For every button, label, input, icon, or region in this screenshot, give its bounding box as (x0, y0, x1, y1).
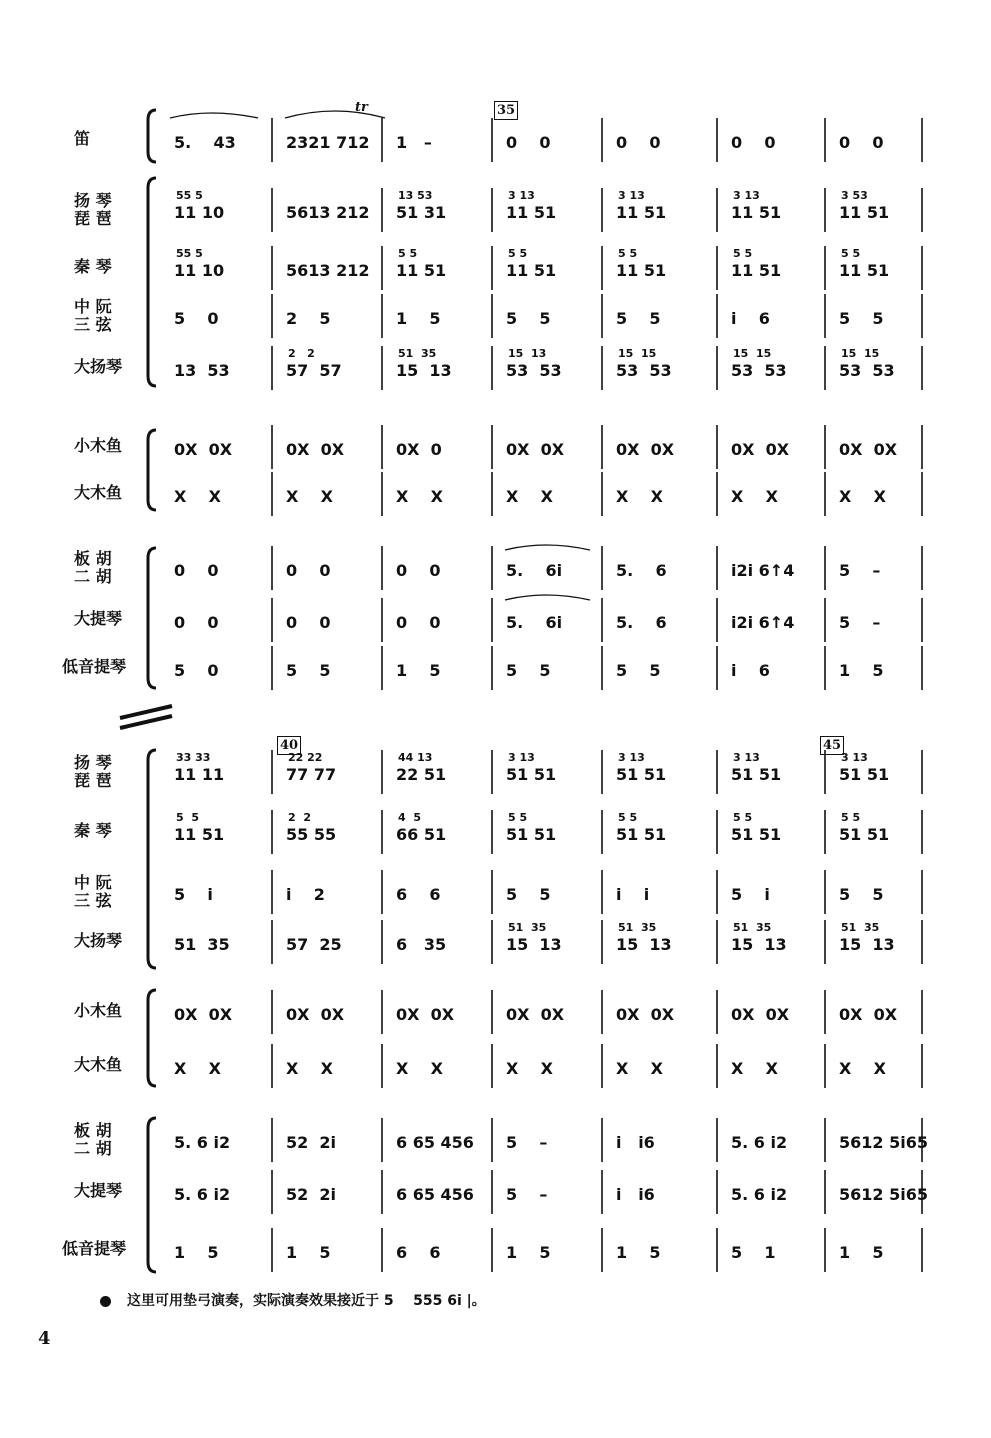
note-cell: X X (396, 1059, 443, 1078)
note-cell: 57 57 (286, 361, 342, 380)
instrument-label-damuyu: 大木鱼 (74, 483, 123, 502)
note-cell: 6 65 456 (396, 1133, 474, 1152)
note-cell: 0 0 (396, 561, 441, 580)
note-cell: 5. 6i (506, 561, 563, 580)
note-cell-upper: 51 35 (508, 921, 547, 934)
note-cell: 0X 0X (731, 440, 790, 459)
note-cell: 0 0 (839, 133, 884, 152)
note-cell: 11 51 (731, 203, 782, 222)
note-cell-upper: 5 5 (841, 811, 861, 824)
note-cell-upper: 2 2 (288, 811, 311, 824)
note-cell: 77 77 (286, 765, 337, 784)
note-cell: 11 51 (506, 203, 557, 222)
note-cell: X X (396, 487, 443, 506)
note-cell-upper: 5 5 (733, 811, 753, 824)
note-cell: 11 11 (174, 765, 225, 784)
measure-number-35: 35 (494, 101, 518, 120)
note-cell: 5 – (506, 1133, 548, 1152)
note-cell: 6 6 (396, 1243, 441, 1262)
note-cell: 0X 0X (506, 440, 565, 459)
note-cell: 53 53 (506, 361, 562, 380)
note-cell: 2321 712 (286, 133, 370, 152)
footnote-notation: 555 6i |。 (413, 1293, 486, 1309)
note-cell: 0 0 (396, 613, 441, 632)
note-cell-upper: 5 5 (733, 247, 753, 260)
note-cell: 11 51 (396, 261, 447, 280)
note-cell: 5612 5i65 (839, 1185, 928, 1204)
note-cell: i i6 (616, 1133, 655, 1152)
instrument-label-datiqin: 大提琴 (74, 609, 123, 628)
instrument-label-dayangqin: 大扬琴 (74, 357, 123, 376)
note-cell: X X (731, 487, 778, 506)
note-cell: 5. 6 i2 (731, 1133, 788, 1152)
instrument-label-zhongruan2: 中 阮 三 弦 (74, 873, 112, 911)
note-cell: 0X 0X (286, 440, 345, 459)
note-cell: 5. 6 i2 (174, 1133, 231, 1152)
note-cell: i i6 (616, 1185, 655, 1204)
instrument-label-zhongruan: 中 阮 三 弦 (74, 297, 112, 335)
note-cell: 1 5 (506, 1243, 551, 1262)
group-bracket (148, 178, 156, 386)
note-cell: 0 0 (174, 613, 219, 632)
note-cell: 5613 212 (286, 203, 370, 222)
note-cell: 1 – (396, 133, 432, 152)
note-cell: 5 0 (174, 661, 219, 680)
note-cell: 53 53 (731, 361, 787, 380)
note-cell: 15 13 (616, 935, 672, 954)
instrument-label-banhu2: 板 胡 二 胡 (74, 1121, 112, 1159)
slur (505, 595, 590, 600)
note-cell: 55 55 (286, 825, 337, 844)
footnote (100, 1290, 486, 1310)
note-cell: 53 53 (616, 361, 672, 380)
note-cell: 5 0 (174, 309, 219, 328)
note-cell: X X (174, 1059, 221, 1078)
note-cell-upper: 5 5 (618, 811, 638, 824)
note-cell: 5 i (731, 885, 770, 904)
instrument-label-dayangqin2: 大扬琴 (74, 931, 123, 950)
note-cell: 0X 0X (839, 440, 898, 459)
note-cell: 1 5 (174, 1243, 219, 1262)
note-cell-upper: 44 13 (398, 751, 433, 764)
note-cell-upper: 33 33 (176, 751, 211, 764)
note-cell: 66 51 (396, 825, 447, 844)
instrument-label-xiaomuyu: 小木鱼 (74, 436, 123, 455)
note-cell-upper: 51 35 (398, 347, 437, 360)
note-cell-upper: 5 5 (398, 247, 418, 260)
note-cell-upper: 3 13 (733, 189, 760, 202)
note-cell: 57 25 (286, 935, 342, 954)
note-cell: 1 5 (839, 661, 884, 680)
note-cell: 0X 0X (174, 1005, 233, 1024)
note-cell: 11 51 (731, 261, 782, 280)
note-cell: 11 51 (616, 261, 667, 280)
note-cell: 0X 0X (174, 440, 233, 459)
note-cell: X X (286, 487, 333, 506)
note-cell-upper: 4 5 (398, 811, 421, 824)
instrument-label-yangqin: 扬 琴 琵 琶 (74, 191, 112, 229)
note-cell: 1 5 (396, 309, 441, 328)
note-cell: 5 – (839, 561, 881, 580)
note-cell: 51 51 (506, 825, 557, 844)
note-cell-upper: 5 5 (618, 247, 638, 260)
footnote-text: 这里可用垫弓演奏，实际演奏效果接近于 5 (127, 1293, 394, 1309)
note-cell: i 6 (731, 309, 770, 328)
note-cell: 5. 6 i2 (731, 1185, 788, 1204)
note-cell: 11 10 (174, 203, 225, 222)
note-cell-upper: 55 5 (176, 247, 203, 260)
note-cell: X X (616, 487, 663, 506)
note-cell: 5 – (506, 1185, 548, 1204)
note-cell-upper: 3 13 (618, 751, 645, 764)
note-cell-upper: 3 13 (508, 189, 535, 202)
note-cell: 2 5 (286, 309, 331, 328)
note-cell: 5. 6 (616, 613, 667, 632)
note-cell-upper: 5 5 (508, 247, 528, 260)
note-cell: 5 5 (506, 661, 551, 680)
group-bracket (148, 990, 156, 1086)
note-cell-upper: 2 2 (288, 347, 315, 360)
note-cell: 0X 0X (839, 1005, 898, 1024)
slur (285, 111, 385, 118)
group-bracket (148, 750, 156, 968)
note-cell: 6 6 (396, 885, 441, 904)
note-cell: 11 51 (616, 203, 667, 222)
note-cell-upper: 13 53 (398, 189, 433, 202)
note-cell-upper: 15 13 (508, 347, 547, 360)
footnote-bullet-icon (100, 1296, 111, 1307)
note-cell: 51 51 (506, 765, 557, 784)
instrument-label-datiqin2: 大提琴 (74, 1181, 123, 1200)
note-cell-upper: 3 53 (841, 189, 868, 202)
instrument-label-diyin2: 低音提琴 (62, 1239, 127, 1258)
note-cell: 11 51 (839, 261, 890, 280)
note-cell: 1 5 (839, 1243, 884, 1262)
instrument-label-di: 笛 (74, 129, 91, 148)
instrument-label-qinqin: 秦 琴 (74, 257, 112, 276)
note-cell: 15 13 (839, 935, 895, 954)
note-cell-upper: 3 13 (618, 189, 645, 202)
note-cell: 52 2i (286, 1185, 337, 1204)
note-cell: 5 5 (616, 309, 661, 328)
note-cell: 15 13 (396, 361, 452, 380)
note-cell: 51 51 (839, 765, 890, 784)
note-cell: 5612 5i65 (839, 1133, 928, 1152)
slur (170, 113, 258, 118)
note-cell: 15 13 (506, 935, 562, 954)
note-cell: 5 5 (616, 661, 661, 680)
group-bracket (148, 110, 156, 162)
note-cell: 11 51 (174, 825, 225, 844)
measure-number-40: 40 (277, 736, 301, 755)
note-cell: 5 i (174, 885, 213, 904)
note-cell-upper: 51 35 (618, 921, 657, 934)
note-cell: i 6 (731, 661, 770, 680)
note-cell: 5. 43 (174, 133, 236, 152)
group-bracket (148, 430, 156, 510)
note-cell-upper: 5 5 (841, 247, 861, 260)
note-cell: 0 0 (286, 561, 331, 580)
note-cell: 51 51 (616, 825, 667, 844)
note-cell-upper: 5 5 (508, 811, 528, 824)
note-cell: 13 53 (174, 361, 230, 380)
note-cell: 0 0 (731, 133, 776, 152)
note-cell-upper: 5 5 (176, 811, 199, 824)
note-cell: 6 65 456 (396, 1185, 474, 1204)
note-cell: 0X 0X (616, 1005, 675, 1024)
note-cell: i2i 6↑4 (731, 561, 795, 580)
note-cell: 0 0 (616, 133, 661, 152)
note-cell: 5. 6 i2 (174, 1185, 231, 1204)
note-cell: 51 51 (731, 825, 782, 844)
note-cell: 0X 0X (506, 1005, 565, 1024)
note-cell: 1 5 (616, 1243, 661, 1262)
note-cell: 11 51 (506, 261, 557, 280)
note-cell: X X (839, 487, 886, 506)
note-cell: 51 51 (839, 825, 890, 844)
note-cell: 51 31 (396, 203, 447, 222)
instrument-label-banhu: 板 胡 二 胡 (74, 549, 112, 587)
group-bracket (148, 548, 156, 688)
note-cell: 5 1 (731, 1243, 776, 1262)
measure-number-45: 45 (820, 736, 844, 755)
note-cell-upper: 15 15 (733, 347, 772, 360)
note-cell: X X (616, 1059, 663, 1078)
note-cell: 0X 0X (731, 1005, 790, 1024)
note-cell: 0 0 (506, 133, 551, 152)
note-cell-upper: 55 5 (176, 189, 203, 202)
note-cell: 51 51 (616, 765, 667, 784)
note-cell: 1 5 (396, 661, 441, 680)
note-cell: 6 35 (396, 935, 447, 954)
note-cell: 5 5 (506, 885, 551, 904)
note-cell: X X (506, 1059, 553, 1078)
note-cell: 51 35 (174, 935, 230, 954)
note-cell: 51 51 (731, 765, 782, 784)
note-cell: i2i 6↑4 (731, 613, 795, 632)
group-bracket (148, 1118, 156, 1272)
note-cell: 0X 0 (396, 440, 442, 459)
slur (505, 545, 590, 550)
note-cell: 5 – (839, 613, 881, 632)
note-cell-upper: 15 15 (618, 347, 657, 360)
instrument-label-xiaomuyu2: 小木鱼 (74, 1001, 123, 1020)
note-cell: X X (174, 487, 221, 506)
note-cell: X X (506, 487, 553, 506)
note-cell: 5. 6i (506, 613, 563, 632)
note-cell: 0 0 (286, 613, 331, 632)
note-cell-upper: 3 13 (733, 751, 760, 764)
note-cell: 11 51 (839, 203, 890, 222)
trill-mark: tr (355, 100, 368, 115)
note-cell-upper: 3 13 (508, 751, 535, 764)
note-cell-upper: 15 15 (841, 347, 880, 360)
note-cell: 5 5 (286, 661, 331, 680)
note-cell: 5 5 (506, 309, 551, 328)
note-cell: 5613 212 (286, 261, 370, 280)
note-cell: 52 2i (286, 1133, 337, 1152)
instrument-label-diyin: 低音提琴 (62, 657, 127, 676)
note-cell-upper: 51 35 (841, 921, 880, 934)
note-cell: X X (839, 1059, 886, 1078)
note-cell: 15 13 (731, 935, 787, 954)
instrument-label-yangqin2: 扬 琴 琵 琶 (74, 753, 112, 791)
note-cell: 5. 6 (616, 561, 667, 580)
note-cell-upper: 51 35 (733, 921, 772, 934)
note-cell: 0X 0X (286, 1005, 345, 1024)
note-cell: 11 10 (174, 261, 225, 280)
note-cell: 1 5 (286, 1243, 331, 1262)
note-cell: X X (731, 1059, 778, 1078)
page-number: 4 (38, 1328, 51, 1349)
note-cell: i i (616, 885, 650, 904)
note-cell: 53 53 (839, 361, 895, 380)
note-cell: 5 5 (839, 885, 884, 904)
note-cell-upper: 3 13 (841, 751, 868, 764)
note-cell: i 2 (286, 885, 325, 904)
note-cell: 5 5 (839, 309, 884, 328)
note-cell: 0X 0X (616, 440, 675, 459)
note-cell: 0 0 (174, 561, 219, 580)
note-cell: 0X 0X (396, 1005, 455, 1024)
note-cell: X X (286, 1059, 333, 1078)
instrument-label-damuyu2: 大木鱼 (74, 1055, 123, 1074)
instrument-label-qinqin2: 秦 琴 (74, 821, 112, 840)
note-cell: 22 51 (396, 765, 447, 784)
note-cell-upper: 22 22 (288, 751, 323, 764)
